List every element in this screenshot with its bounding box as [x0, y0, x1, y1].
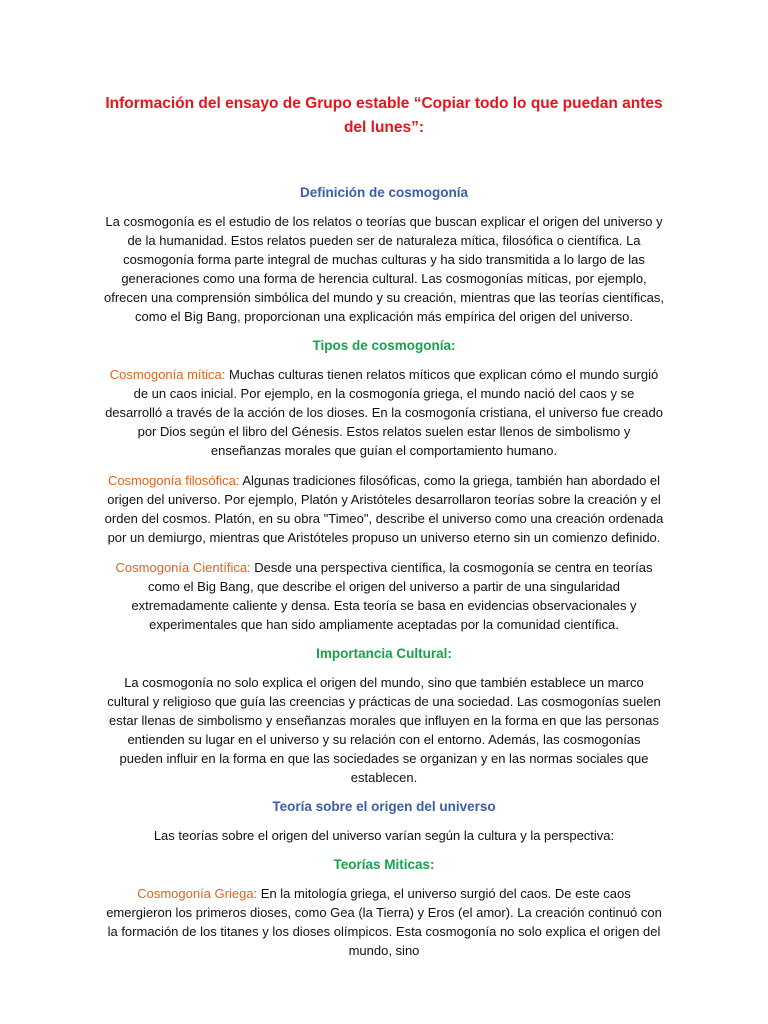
paragraph-teoria-origen: Las teorías sobre el origen del universo varían según la cultura y la perspectiva: — [153, 828, 615, 843]
paragraph-definicion: La cosmogonía es el estudio de los relatos o teorías que buscan explicar el origen del universo y de la humanidad. Estos relatos pueden ser de naturaleza mítica, filosófica o científica. La cosmogonía forma parte integral de muchas culturas y ha sido transmitida a lo largo de las generaciones como una forma de herencia cultural. Las cosmogonías míticas, por ejemplo, ofrecen una comprensión simbólica del mundo y su creación, mientras que las teorías científicas, como el Big Bang, proporcionan una explicación más empírica del origen del universo. — [104, 214, 665, 324]
heading-importancia-cultural: Importancia Cultural: — [316, 646, 452, 661]
paragraph-cosmogonia-mitica — [104, 365, 664, 460]
heading-teorias-miticas: Teorías Miticas: — [333, 857, 435, 872]
paragraph-cosmogonia-griega — [104, 884, 664, 960]
text-cosmogonia-griega: En la mitología griega, el universo surgió del caos. De este caos emergieron los primeros dioses, como Gea (la Tierra) y Eros (el amor). La creación continuó con la formación de los titanes y los dioses olímpicos. Esta cosmogonía no solo explica el origen del mundo, sino — [106, 886, 662, 958]
heading-definicion: Definición de cosmogonía — [299, 185, 469, 200]
lead-cosmogonia-mitica: Cosmogonía mítica: — [109, 367, 226, 382]
heading-teoria-origen: Teoría sobre el origen del universo — [272, 799, 496, 814]
lead-cosmogonia-cientifica: Cosmogonía Científica: — [115, 560, 251, 575]
paragraph-cosmogonia-cientifica — [104, 558, 664, 634]
paragraph-importancia-cultural: La cosmogonía no solo explica el origen del mundo, sino que también establece un marco cultural y religioso que guía las creencias y prácticas de una sociedad. Las cosmogonías suelen estar llenas de simbolismo y enseñanzas morales que influyen en la forma en que las personas entienden su lugar en el universo y su relación con el entorno. Además, las cosmogonías pueden influir en la forma en que las sociedades se organizan y en las normas sociales que establecen. — [107, 675, 661, 785]
heading-tipos: Tipos de cosmogonía: — [312, 338, 456, 353]
paragraph-cosmogonia-filosofica — [104, 471, 664, 547]
text-cosmogonia-mitica: Muchas culturas tienen relatos míticos que explican cómo el mundo surgió de un caos inicial. Por ejemplo, en la cosmogonía griega, el mundo nació del caos y se desarrolló a través de la acción de los dioses. En la cosmogonía cristiana, el universo fue creado por Dios según el libro del Génesis. Estos relatos suelen estar llenos de simbolismo y enseñanzas morales que guían el comportamiento humano. — [105, 367, 663, 458]
text-cosmogonia-filosofica: Algunas tradiciones filosóficas, como la griega, también han abordado el origen del universo. Por ejemplo, Platón y Aristóteles desarrollaron teorías sobre la creación y el orden del cosmos. Platón, en su obra "Timeo", describe el universo como una creación ordenada por un demiurgo, mientras que Aristóteles propuso un universo eterno sin un comienzo definido. — [104, 473, 664, 545]
lead-cosmogonia-filosofica: Cosmogonía filosófica: — [107, 473, 240, 488]
text-cosmogonia-cientifica: Desde una perspectiva científica, la cosmogonía se centra en teorías como el Big Bang, que describe el origen del universo a partir de una singularidad extremadamente caliente y densa. Esta teoría se basa en evidencias observacionales y experimentales que han sido ampliamente aceptadas por la comunidad científica. — [131, 560, 653, 632]
lead-cosmogonia-griega: Cosmogonía Griega: — [137, 886, 258, 901]
document-title: Información del ensayo de Grupo estable “Copiar todo lo que puedan antes del lunes”: — [105, 95, 663, 136]
